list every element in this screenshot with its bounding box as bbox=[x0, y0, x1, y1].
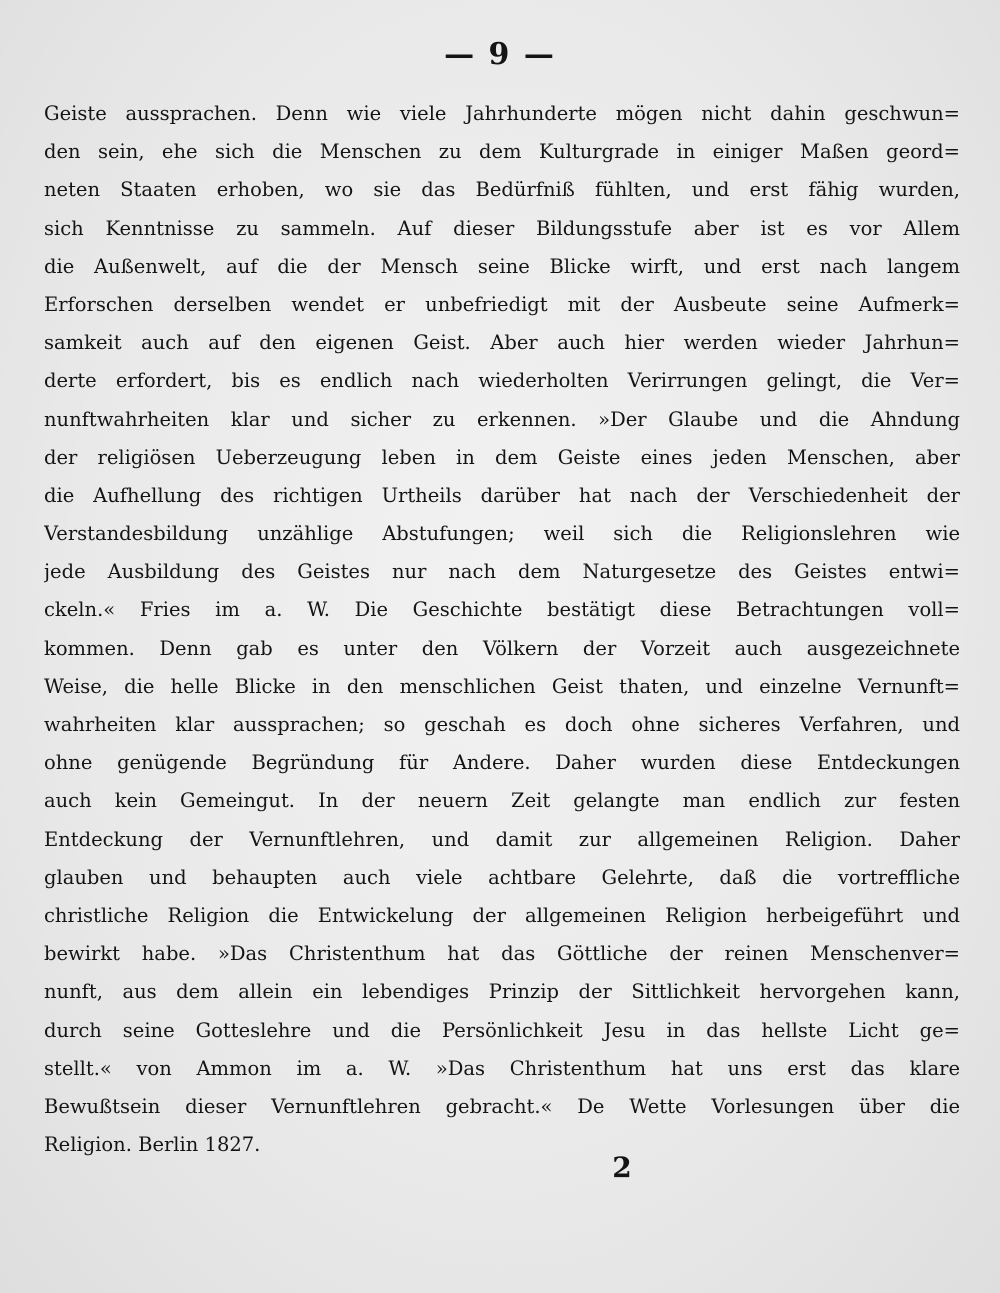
text-line: den sein, ehe sich die Menschen zu dem Kulturgrade in einiger Maßen geord= bbox=[44, 140, 960, 164]
text-line: Geiste aussprachen. Denn wie viele Jahrhunderte mögen nicht dahin geschwun= bbox=[44, 102, 960, 125]
text-line: jede Ausbildung des Geistes nur nach dem Naturgesetze des Geistes entwi= bbox=[44, 560, 960, 584]
text-line: glauben und behaupten auch viele achtbare Gelehrte, daß die vortreffliche bbox=[44, 865, 960, 889]
text-line: bewirkt habe. »Das Christenthum hat das Göttliche der reinen Menschenver= bbox=[44, 942, 960, 966]
text-line: die Außenwelt, auf die der Mensch seine Blicke wirft, und erst nach langem bbox=[44, 254, 960, 278]
text-line: derte erfordert, bis es endlich nach wiederholten Verirrungen gelingt, die Ver= bbox=[44, 369, 960, 393]
text-line: christliche Religion die Entwickelung der allgemeinen Religion herbeigeführt und bbox=[44, 903, 960, 927]
text-line: Weise, die helle Blicke in den menschlichen Geist thaten, und einzelne Vernunft= bbox=[44, 674, 960, 698]
page-number: — 9 — bbox=[444, 37, 556, 72]
text-line: nunft, aus dem allein ein lebendiges Prinzip der Sittlichkeit hervorgehen kann, bbox=[44, 980, 960, 1004]
text-line: nunftwahrheiten klar und sicher zu erkennen. »Der Glaube und die Ahndung bbox=[44, 407, 960, 431]
text-line: Religion. Berlin 1827. bbox=[44, 1133, 261, 1157]
text-line: die Aufhellung des richtigen Urtheils darüber hat nach der Verschiedenheit der bbox=[44, 483, 960, 507]
text-line: Erforschen derselben wendet er unbefriedigt mit der Ausbeute seine Aufmerk= bbox=[44, 292, 960, 316]
text-line: ckeln.« Fries im a. W. Die Geschichte bestätigt diese Betrachtungen voll= bbox=[44, 598, 960, 622]
text-line: Bewußtsein dieser Vernunftlehren gebracht.« De Wette Vorlesungen über die bbox=[44, 1094, 960, 1118]
body-text bbox=[44, 95, 960, 1164]
text-line: durch seine Gotteslehre und die Persönlichkeit Jesu in das hellste Licht ge= bbox=[44, 1018, 960, 1042]
text-line: der religiösen Ueberzeugung leben in dem Geiste eines jeden Menschen, aber bbox=[44, 445, 960, 469]
text-line: kommen. Denn gab es unter den Völkern der Vorzeit auch ausgezeichnete bbox=[44, 636, 960, 660]
text-line: Entdeckung der Vernunftlehren, und damit zur allgemeinen Religion. Daher bbox=[44, 827, 960, 851]
text-line: auch kein Gemeingut. In der neuern Zeit gelangte man endlich zur festen bbox=[44, 789, 960, 813]
text-line: samkeit auch auf den eigenen Geist. Aber auch hier werden wieder Jahrhun= bbox=[44, 331, 960, 355]
text-line: Verstandesbildung unzählige Abstufungen; weil sich die Religionslehren wie bbox=[44, 522, 960, 546]
text-line: stellt.« von Ammon im a. W. »Das Christenthum hat uns erst das klare bbox=[44, 1056, 960, 1080]
text-line: wahrheiten klar aussprachen; so geschah es doch ohne sicheres Verfahren, und bbox=[44, 713, 960, 736]
text-line: ohne genügende Begründung für Andere. Daher wurden diese Entdeckungen bbox=[44, 751, 960, 775]
text-line: neten Staaten erhoben, wo sie das Bedürfniß fühlten, und erst fähig wurden, bbox=[44, 178, 960, 202]
signature-mark: 2 bbox=[612, 1151, 632, 1184]
text-line: sich Kenntnisse zu sammeln. Auf dieser Bildungsstufe aber ist es vor Allem bbox=[44, 216, 960, 240]
